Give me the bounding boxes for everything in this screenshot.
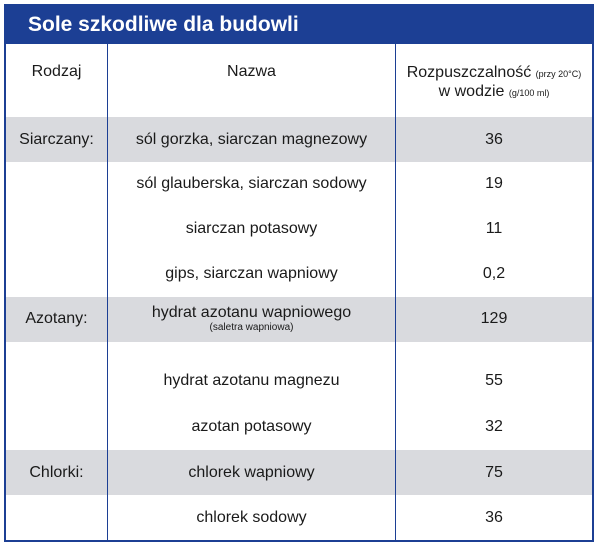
row-name-subtitle: (saletra wapniowa) bbox=[209, 321, 294, 333]
header-rodzaj bbox=[6, 58, 107, 84]
row-name-label: azotan potasowy bbox=[191, 417, 312, 435]
row-name bbox=[108, 406, 395, 446]
row-name-label: chlorek sodowy bbox=[196, 508, 307, 526]
row-type bbox=[6, 298, 107, 338]
header-nazwa bbox=[108, 58, 395, 84]
row-type bbox=[6, 360, 107, 400]
row-type bbox=[6, 497, 107, 537]
row-name bbox=[108, 360, 395, 400]
row-value bbox=[396, 163, 592, 203]
row-name bbox=[108, 253, 395, 293]
row-type-label: Chlorki: bbox=[29, 463, 84, 481]
row-type-label: Azotany: bbox=[25, 309, 88, 327]
row-name bbox=[108, 452, 395, 492]
header-water-label: w wodzie bbox=[438, 83, 505, 100]
row-type bbox=[6, 119, 107, 159]
row-value-label: 36 bbox=[485, 508, 503, 526]
row-value bbox=[396, 452, 592, 492]
row-value bbox=[396, 406, 592, 446]
row-name-label: sól glauberska, siarczan sodowy bbox=[136, 174, 367, 192]
row-value-label: 11 bbox=[485, 219, 503, 237]
row-name bbox=[108, 119, 395, 159]
row-value-label: 75 bbox=[485, 463, 503, 481]
row-type-label: Siarczany: bbox=[19, 130, 94, 148]
header-rozpuszczalnosc-line1 bbox=[407, 63, 582, 82]
header-rozpuszczalnosc bbox=[396, 60, 592, 104]
row-value-label: 32 bbox=[485, 417, 503, 435]
row-value-label: 36 bbox=[485, 130, 503, 148]
row-name-label: siarczan potasowy bbox=[185, 219, 318, 237]
header-rozpuszczalnosc-label: Rozpuszczalność bbox=[406, 64, 532, 81]
row-name bbox=[108, 163, 395, 203]
row-value-label: 55 bbox=[485, 371, 503, 389]
row-name-label: hydrat azotanu magnezu bbox=[163, 371, 340, 389]
row-type bbox=[6, 452, 107, 492]
row-name bbox=[108, 298, 395, 338]
row-value bbox=[396, 298, 592, 338]
row-value bbox=[396, 360, 592, 400]
row-name-label: sól gorzka, siarczan magnezowy bbox=[135, 130, 368, 148]
table-title: Sole szkodliwe dla budowli bbox=[6, 6, 592, 44]
row-name-label: gips, siarczan wapniowy bbox=[165, 264, 338, 282]
table-frame bbox=[4, 4, 594, 542]
row-name-label: chlorek wapniowy bbox=[188, 463, 315, 481]
row-type bbox=[6, 208, 107, 248]
row-name-label: hydrat azotanu wapniowego bbox=[151, 303, 352, 321]
row-type bbox=[6, 163, 107, 203]
header-temperature-note: (przy 20°C) bbox=[535, 69, 582, 79]
row-type bbox=[6, 253, 107, 293]
header-nazwa-label: Nazwa bbox=[227, 62, 276, 80]
header-rozpuszczalnosc-line2 bbox=[439, 82, 550, 101]
row-value bbox=[396, 253, 592, 293]
row-name bbox=[108, 497, 395, 537]
row-value-label: 0,2 bbox=[482, 264, 506, 282]
header-unit-note: (g/100 ml) bbox=[508, 88, 550, 98]
row-value bbox=[396, 497, 592, 537]
row-value bbox=[396, 119, 592, 159]
row-type bbox=[6, 406, 107, 446]
row-value-label: 129 bbox=[480, 309, 508, 327]
header-rodzaj-label: Rodzaj bbox=[31, 62, 82, 80]
row-value bbox=[396, 208, 592, 248]
row-name bbox=[108, 208, 395, 248]
row-value-label: 19 bbox=[485, 174, 503, 192]
